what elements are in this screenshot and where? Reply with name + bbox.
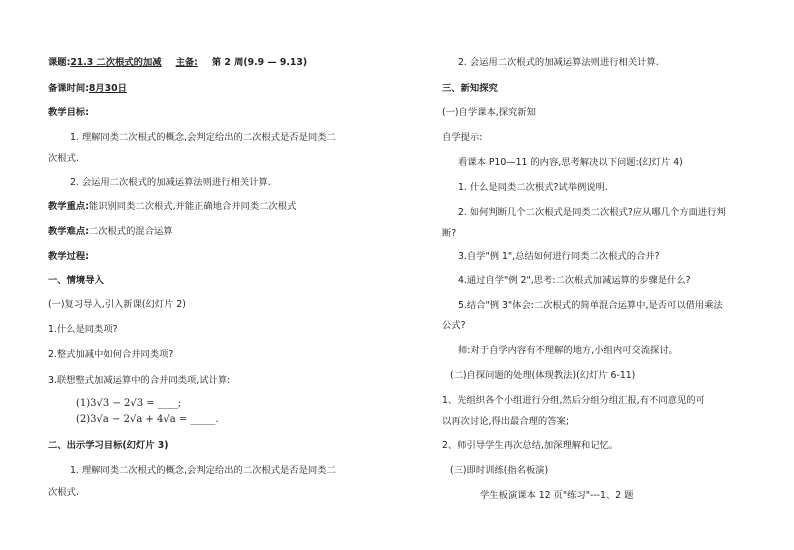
topic-label: 课题: (48, 57, 71, 68)
difficulty (48, 226, 173, 238)
right-column (442, 0, 772, 550)
difficulty-label: 教学难点: (48, 226, 89, 237)
difficulty-text: 二次根式的混合运算 (88, 226, 173, 237)
problem-2-line-a: 2. 如何判断几个二次根式是同类二次根式?应从哪几个方面进行判 (458, 207, 726, 218)
subsection-3-2-heading: (二)自探问题的处理(体现教法)(幻灯片 6-11) (450, 370, 636, 381)
prep-time (48, 83, 127, 95)
section-2-heading: 二、出示学习目标(幻灯片 3) (48, 440, 169, 451)
goal-1-line-b: 次根式. (48, 153, 79, 164)
week-info: 第 2 周(9.9 — 9.13) (211, 57, 308, 68)
question-3: 3.联想整式加减运算中的合并同类项,试计算: (48, 375, 231, 386)
board-exercise: 学生板演课本 12 页"练习"---1、2 题 (480, 490, 634, 501)
self-study-hint: 自学提示: (442, 132, 483, 143)
lesson-header (48, 57, 307, 69)
problem-5-line-a: 5.结合"例 3"体会:二次根式的简单混合运算中,是否可以借用乘法 (458, 300, 723, 311)
topic-value: 21.3 二次根式的加减 (70, 57, 162, 68)
process-title: 教学过程: (48, 251, 89, 262)
step-2: 2、师引导学生再次总结,加深理解和记忆。 (442, 440, 619, 451)
question-1: 1.什么是同类项? (48, 324, 118, 335)
key-text: 能识别同类二次根式,并能正确地合并同类二次根式 (88, 201, 297, 212)
section-1-heading: 一、情境导入 (48, 275, 104, 286)
goal-2: 2. 会运用二次根式的加减运算法则进行相关计算. (70, 177, 271, 188)
goal-1-repeat-line-b: 次根式. (48, 487, 79, 498)
reading-task: 看课本 P10—11 的内容,思考解决以下问题:(幻灯片 4) (458, 157, 683, 168)
goal-1-repeat-line-a: 1. 理解同类二次根式的概念,会判定给出的二次根式是否是同类二 (70, 465, 336, 476)
prep-label: 备课时间: (48, 83, 89, 94)
exercise-1: (1)3√3 − 2√3 = ____; (76, 398, 182, 409)
problem-3: 3.自学"例 1",总结如何进行同类二次根式的合并? (458, 251, 660, 262)
key-point (48, 201, 296, 213)
step-1-line-b: 以再次讨论,得出最合理的答案; (442, 416, 569, 427)
problem-5-line-b: 公式? (442, 320, 466, 331)
subsection-1-heading: (一)复习导入,引入新课(幻灯片 2) (48, 299, 186, 310)
problem-4: 4.通过自学"例 2",思考:二次根式加减运算的步骤是什么? (458, 275, 691, 286)
subsection-3-3-heading: (三)即时训练(指名板演) (450, 465, 549, 476)
goal-2-repeat: 2. 会运用二次根式的加减运算法则进行相关计算. (458, 57, 659, 68)
teacher-note: 师:对于自学内容有不理解的地方,小组内可交流探讨。 (458, 345, 678, 356)
problem-2-line-b: 断? (442, 228, 457, 239)
subsection-3-1-heading: (一)自学课本,探究新知 (442, 107, 536, 118)
question-2: 2.整式加减中如何合并同类项? (48, 349, 174, 360)
lead-label: 主备: (175, 57, 198, 68)
left-column (48, 0, 408, 550)
prep-value: 8月30日 (88, 83, 127, 94)
section-3-heading: 三、新知探究 (442, 83, 498, 94)
step-1-line-a: 1、先组织各个小组进行分组,然后分组分组汇报,有不同意见的可 (442, 395, 705, 406)
goal-1-line-a: 1. 理解同类二次根式的概念,会判定给出的二次根式是否是同类二 (70, 132, 336, 143)
exercise-2: (2)3√a − 2√a + 4√a = _____. (76, 414, 219, 425)
goals-title: 教学目标: (48, 107, 89, 118)
key-label: 教学重点: (48, 201, 89, 212)
problem-1: 1. 什么是同类二次根式?试举例说明. (458, 182, 608, 193)
